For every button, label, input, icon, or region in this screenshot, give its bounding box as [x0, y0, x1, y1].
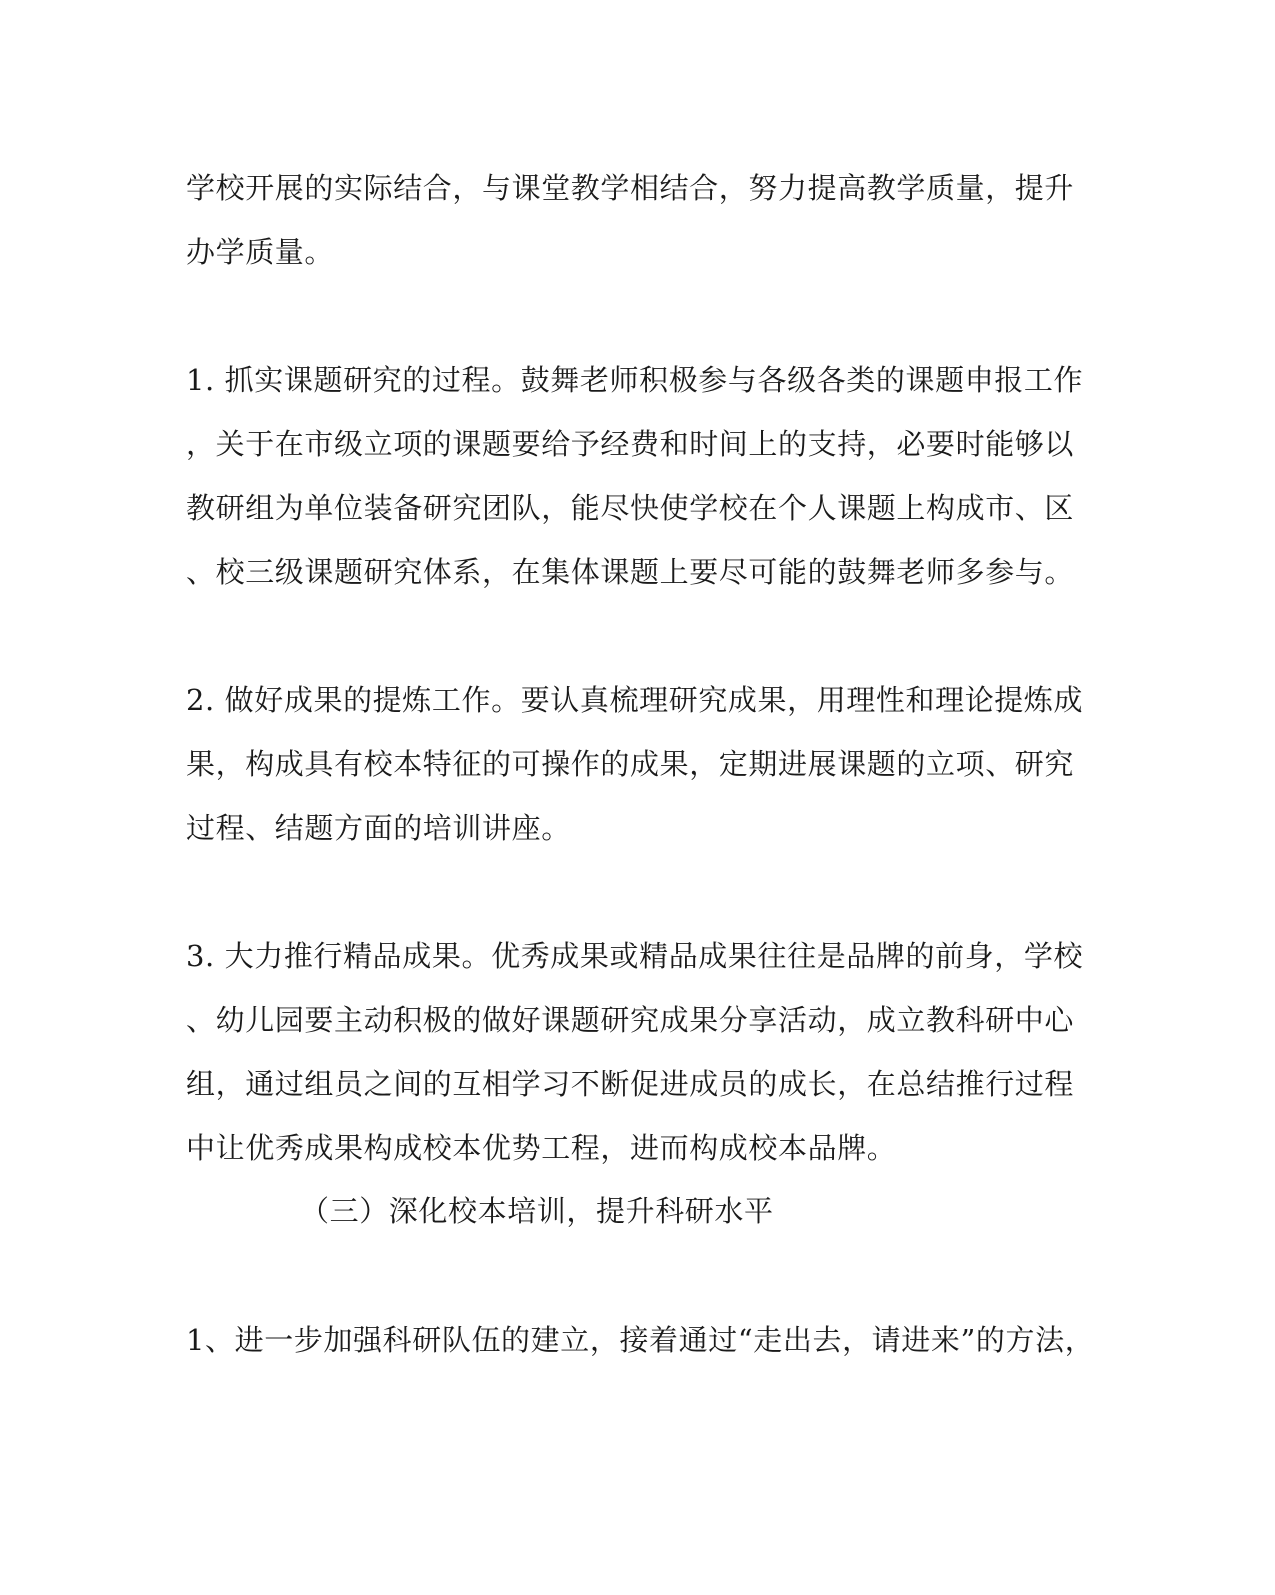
paragraph-line: 、校三级课题研究体系，在集体课题上要尽可能的鼓舞老师多参与。 — [186, 555, 1075, 589]
paragraph-line: 办学质量。 — [186, 235, 335, 269]
paragraph-line: 学校开展的实际结合，与课堂教学相结合，努力提高教学质量，提升 — [186, 171, 1075, 205]
paragraph-line: 教研组为单位装备研究团队，能尽快使学校在个人课题上构成市、区 — [186, 491, 1075, 525]
paragraph-line: 1、进一步加强科研队伍的建立，接着通过“走出去，请进来”的方法， — [186, 1323, 1095, 1357]
paragraph-line: 3. 大力推行精品成果。优秀成果或精品成果往往是品牌的前身，学校 — [186, 939, 1084, 973]
section-heading: （三）深化校本培训，提升科研水平 — [300, 1194, 774, 1228]
paragraph-line: ，关于在市级立项的课题要给予经费和时间上的支持，必要时能够以 — [186, 427, 1075, 461]
paragraph-line: 组，通过组员之间的互相学习不断促进成员的成长，在总结推行过程 — [186, 1067, 1075, 1101]
paragraph-line: 1. 抓实课题研究的过程。鼓舞老师积极参与各级各类的课题申报工作 — [186, 363, 1084, 397]
paragraph-line: 2. 做好成果的提炼工作。要认真梳理研究成果，用理性和理论提炼成 — [186, 683, 1084, 717]
paragraph-line: 过程、结题方面的培训讲座。 — [186, 811, 571, 845]
paragraph-line: 、幼儿园要主动积极的做好课题研究成果分享活动，成立教科研中心 — [186, 1003, 1075, 1037]
paragraph-line: 果，构成具有校本特征的可操作的成果，定期进展课题的立项、研究 — [186, 747, 1075, 781]
paragraph-line: 中让优秀成果构成校本优势工程，进而构成校本品牌。 — [186, 1131, 897, 1165]
